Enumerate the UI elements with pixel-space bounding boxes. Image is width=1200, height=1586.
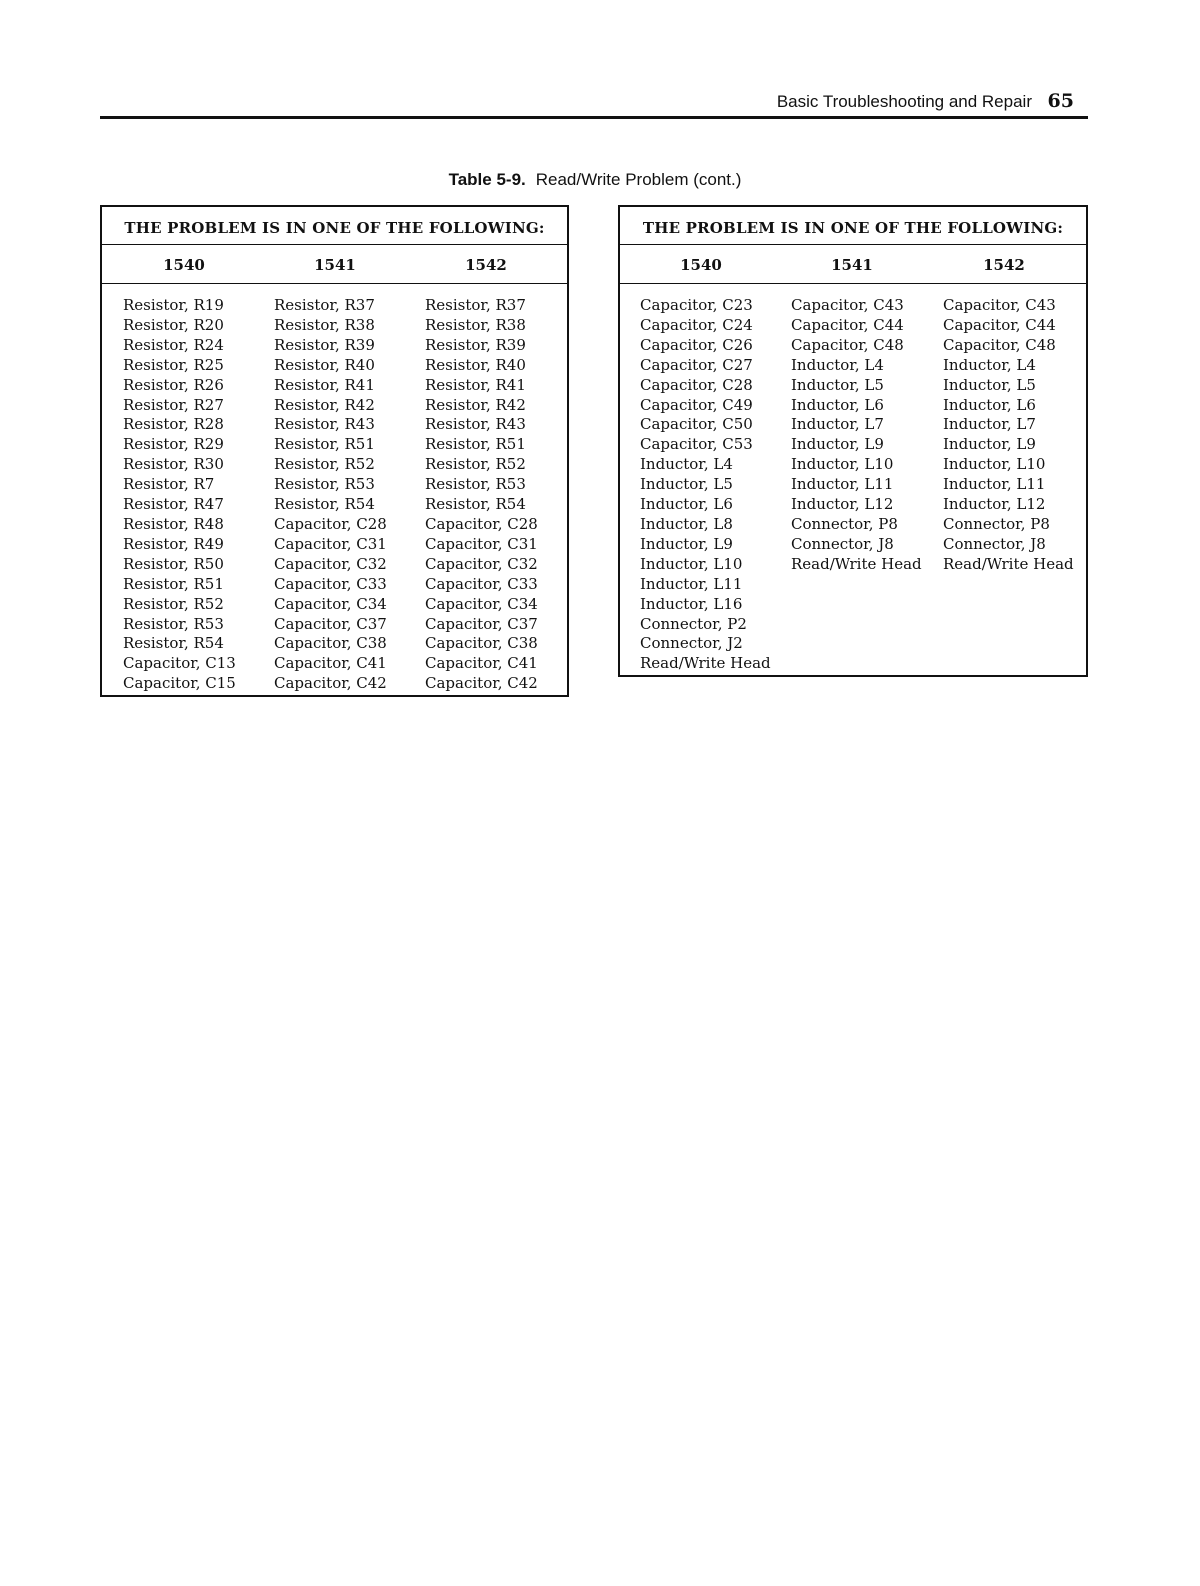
table-cell: Resistor, R37 [274,296,375,314]
table-cell: Capacitor, C43 [943,296,1056,314]
left-col-1540 [123,296,236,694]
table-cell: Inductor, L5 [943,375,1036,394]
table-cell: Capacitor, C41 [274,654,387,673]
table-cell: Capacitor, C33 [274,574,387,593]
table-cell: Resistor, R25 [123,355,224,374]
table-cell: Capacitor, C42 [274,674,387,693]
table-cell: Capacitor, C28 [640,375,753,394]
right-table-header: THE PROBLEM IS IN ONE OF THE FOLLOWING: [620,207,1086,245]
table-cell: Capacitor, C43 [791,296,904,314]
table-cell: Capacitor, C33 [425,574,538,593]
table-cell: Resistor, R51 [123,574,224,593]
table-cell: Resistor, R53 [425,475,526,494]
table-cell: Resistor, R52 [425,455,526,474]
table-cell: Inductor, L11 [791,475,894,494]
right-table [618,205,1088,677]
table-cell: Capacitor, C50 [640,415,753,434]
table-cell: Capacitor, C32 [274,554,387,573]
table-cell: Capacitor, C53 [640,435,753,454]
table-cell: Capacitor, C37 [274,614,387,633]
table-cell: Resistor, R24 [123,335,224,354]
table-cell: Resistor, R53 [123,614,224,633]
left-col-1541 [274,296,387,694]
table-cell: Resistor, R29 [123,435,224,454]
table-cell: Capacitor, C49 [640,395,753,414]
table-cell: Read/Write Head [640,654,771,673]
right-table-column-headers [620,245,1086,284]
right-col-header-1541: 1541 [831,256,873,274]
table-cell: Resistor, R38 [274,315,375,334]
table-cell: Resistor, R50 [123,554,224,573]
left-table [100,205,569,697]
table-caption-label: Table 5-9. [448,170,526,189]
table-cell: Inductor, L6 [791,395,884,414]
table-cell: Inductor, L4 [640,455,733,474]
table-cell: Resistor, R54 [425,495,526,514]
table-cell: Capacitor, C23 [640,296,753,314]
right-col-header-1542: 1542 [983,256,1025,274]
table-cell: Capacitor, C24 [640,315,753,334]
table-cell: Capacitor, C28 [274,514,387,533]
table-cell: Resistor, R53 [274,475,375,494]
table-cell: Resistor, R42 [425,395,526,414]
right-col-1540 [640,296,771,674]
table-cell: Resistor, R38 [425,315,526,334]
table-cell: Resistor, R20 [123,315,224,334]
table-cell: Resistor, R27 [123,395,224,414]
table-cell: Capacitor, C27 [640,355,753,374]
table-cell: Read/Write Head [943,554,1074,573]
table-cell: Resistor, R41 [425,375,526,394]
right-col-1541 [791,296,922,575]
table-caption-text: Read/Write Problem (cont.) [535,170,742,189]
table-cell: Inductor, L11 [943,475,1046,494]
table-cell: Resistor, R28 [123,415,224,434]
table-cell: Inductor, L5 [791,375,884,394]
table-cell: Read/Write Head [791,554,922,573]
table-cell: Resistor, R54 [274,495,375,514]
table-cell: Inductor, L4 [943,355,1036,374]
table-cell: Capacitor, C48 [791,335,904,354]
table-cell: Inductor, L8 [640,514,733,533]
header-rule [100,116,1088,119]
table-cell: Connector, P2 [640,614,747,633]
table-cell: Connector, J8 [943,534,1046,553]
table-cell: Resistor, R52 [123,594,224,613]
table-cell: Resistor, R39 [425,335,526,354]
table-cell: Resistor, R51 [425,435,526,454]
table-cell: Inductor, L10 [640,554,743,573]
table-cell: Resistor, R42 [274,395,375,414]
left-col-header-1540: 1540 [163,256,205,274]
table-cell: Resistor, R40 [425,355,526,374]
table-cell: Capacitor, C41 [425,654,538,673]
table-cell: Capacitor, C28 [425,514,538,533]
table-cell: Capacitor, C37 [425,614,538,633]
table-cell: Inductor, L12 [943,495,1046,514]
table-cell: Capacitor, C15 [123,674,236,693]
table-cell: Resistor, R51 [274,435,375,454]
table-cell: Resistor, R26 [123,375,224,394]
running-head-title: Basic Troubleshooting and Repair [776,92,1032,111]
table-cell: Inductor, L7 [791,415,884,434]
table-cell: Capacitor, C38 [425,634,538,653]
table-cell: Capacitor, C31 [274,534,387,553]
table-cell: Resistor, R39 [274,335,375,354]
table-cell: Connector, P8 [943,514,1050,533]
table-cell: Resistor, R54 [123,634,224,653]
right-col-header-1540: 1540 [680,256,722,274]
table-cell: Resistor, R41 [274,375,375,394]
table-cell: Inductor, L5 [640,475,733,494]
table-cell: Resistor, R47 [123,495,224,514]
table-cell: Connector, P8 [791,514,898,533]
left-table-column-headers [102,245,567,284]
left-col-header-1541: 1541 [314,256,356,274]
table-cell: Inductor, L16 [640,594,743,613]
table-cell: Capacitor, C38 [274,634,387,653]
table-cell: Capacitor, C44 [943,315,1056,334]
table-cell: Inductor, L6 [943,395,1036,414]
right-col-1542 [943,296,1074,575]
table-cell: Inductor, L9 [640,534,733,553]
table-cell: Capacitor, C13 [123,654,236,673]
table-cell: Resistor, R19 [123,296,224,314]
table-cell: Capacitor, C32 [425,554,538,573]
table-cell: Connector, J2 [640,634,743,653]
table-cell: Capacitor, C26 [640,335,753,354]
table-cell: Inductor, L6 [640,495,733,514]
table-cell: Inductor, L9 [791,435,884,454]
table-cell: Inductor, L9 [943,435,1036,454]
table-cell: Inductor, L10 [791,455,894,474]
table-cell: Inductor, L10 [943,455,1046,474]
left-table-header: THE PROBLEM IS IN ONE OF THE FOLLOWING: [102,207,567,245]
table-cell: Inductor, L4 [791,355,884,374]
running-head [100,90,1088,116]
table-cell: Capacitor, C34 [274,594,387,613]
table-cell: Inductor, L7 [943,415,1036,434]
table-cell: Capacitor, C31 [425,534,538,553]
table-cell: Resistor, R49 [123,534,224,553]
table-cell: Resistor, R7 [123,475,215,494]
table-cell: Resistor, R48 [123,514,224,533]
page-number: 65 [1047,90,1074,112]
table-cell: Resistor, R40 [274,355,375,374]
table-cell: Capacitor, C42 [425,674,538,693]
table-cell: Inductor, L12 [791,495,894,514]
table-caption [0,170,1190,190]
table-cell: Capacitor, C44 [791,315,904,334]
table-cell: Capacitor, C34 [425,594,538,613]
table-cell: Resistor, R43 [425,415,526,434]
left-col-header-1542: 1542 [465,256,507,274]
table-cell: Resistor, R30 [123,455,224,474]
table-cell: Resistor, R43 [274,415,375,434]
table-cell: Capacitor, C48 [943,335,1056,354]
table-cell: Inductor, L11 [640,574,743,593]
table-cell: Connector, J8 [791,534,894,553]
left-col-1542 [425,296,538,694]
table-cell: Resistor, R37 [425,296,526,314]
table-cell: Resistor, R52 [274,455,375,474]
